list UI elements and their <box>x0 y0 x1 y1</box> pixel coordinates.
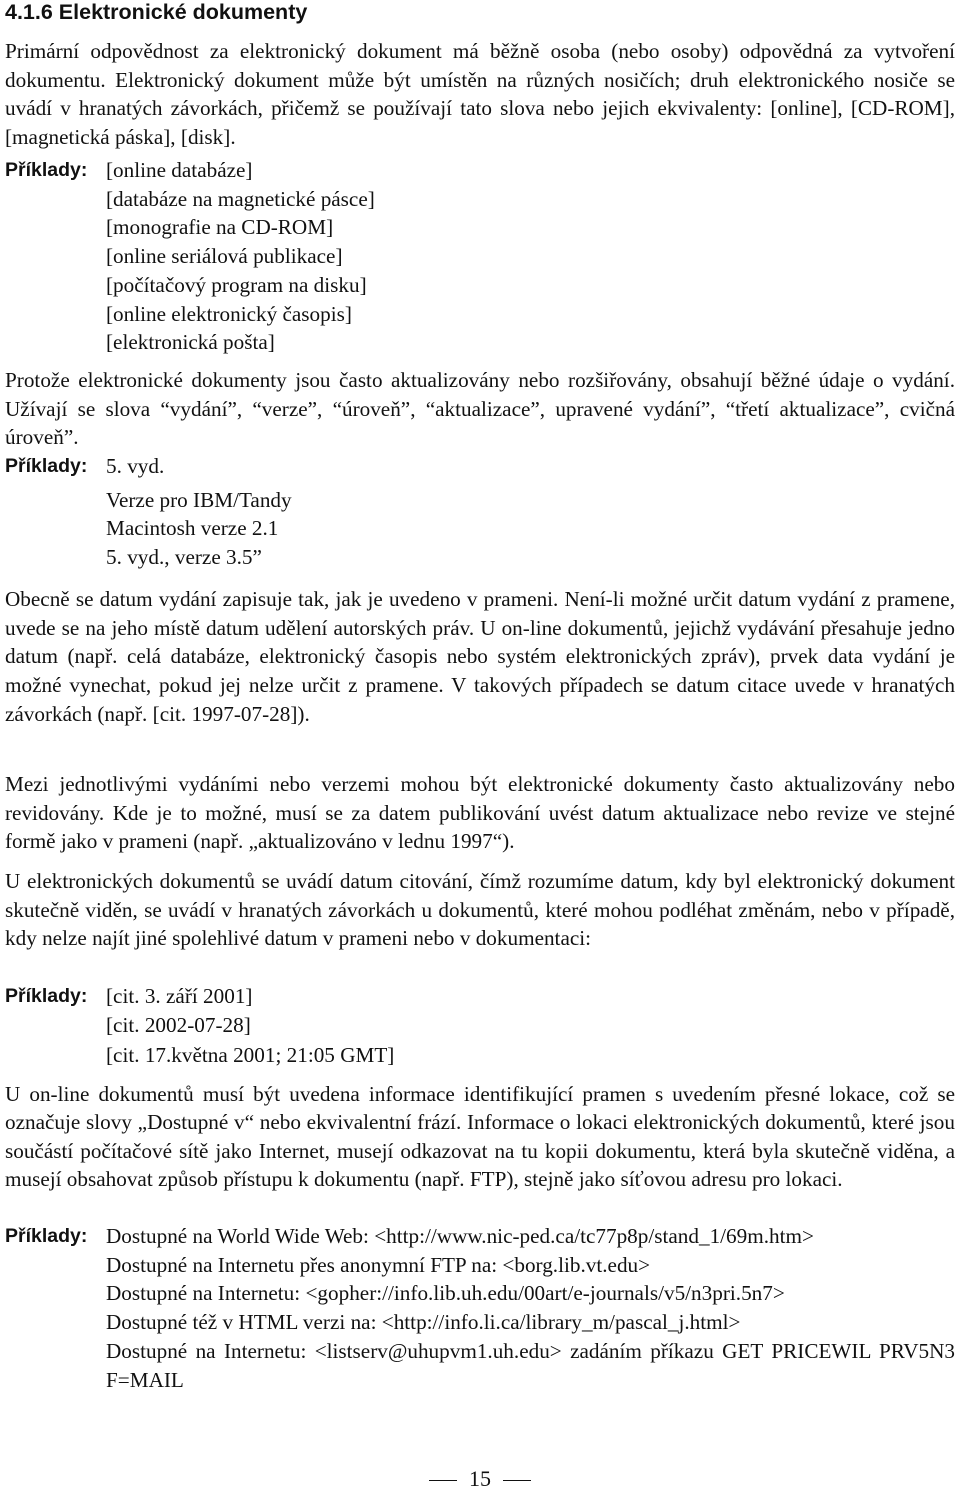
examples-carriers <box>5 156 955 357</box>
list-item: [počítačový program na disku] <box>106 272 367 297</box>
list-item: [cit. 2002-07-28] <box>106 1013 251 1038</box>
examples-locations <box>5 1222 955 1394</box>
divider <box>503 1480 531 1481</box>
list-item: Macintosh verze 2.1 <box>106 516 279 541</box>
examples-label: Příklady: <box>5 1225 88 1247</box>
examples-editions-list <box>106 452 955 572</box>
list-item: Dostupné na Internetu přes anonymní FTP na: <borg.lib.vt.edu> <box>106 1252 651 1277</box>
list-item: 5. vyd. <box>106 454 165 478</box>
list-item: [cit. 3. září 2001] <box>106 984 253 1008</box>
divider <box>429 1480 457 1481</box>
list-item: Dostupné na World Wide Web: <http://www.nic-ped.ca/tc77p8p/stand_1/69m.htm> <box>106 1224 814 1248</box>
paragraph-edition-info: Protože elektronické dokumenty jsou často aktualizovány nebo rozšiřovány, obsahují běžné údaje o vydání. Užívají se slova “vydání”, “verze”, “úroveň”, “aktualizace”, upravené vydání”, “třetí aktualizace”, cvičná úroveň”. <box>5 368 955 450</box>
paragraph-location: U on-line dokumentů musí být uvedena informace identifikující pramen s uvedením přesné lokace, což se označuje slovy „Dostupné v“ nebo ekvivalentní frází. Informace o lokaci elektronických dokumentů, které jsou součástí počítačové sítě jako Internet, musejí odkazovat na tu kopii dokumentu, která byla skutečně viděna, a musejí obsahovat způsob přístupu k dokumentu (např. FTP), stejně jako síťovou adresu pro lokaci. <box>5 1082 955 1191</box>
list-item: [online seriálová publikace] <box>106 244 343 269</box>
list-item: [online elektronický časopis] <box>106 301 352 326</box>
list-item: Dostupné na Internetu: <gopher://info.lib.uh.edu/00art/e-journals/v5/n3pri.5n7> <box>106 1281 785 1306</box>
examples-citations-list <box>106 982 955 1070</box>
list-item: Dostupné též v HTML verzi na: <http://info.li.ca/library_m/pascal_j.html> <box>106 1310 741 1335</box>
list-item: Dostupné na Internetu: <listserv@uhupvm1.uh.edu> zadáním příkazu GET PRICEWIL PRV5N3 F=MAIL <box>106 1338 955 1392</box>
section-heading: 4.1.6 Elektronické dokumenty <box>5 0 308 24</box>
list-item: [online databáze] <box>106 158 253 182</box>
paragraph-citation-date: U elektronických dokumentů se uvádí datum citování, čímž rozumíme datum, kdy byl elektronický dokument skutečně viděn, se uvádí v hranatých závorkách u dokumentů, které mohou podléhat změnám, nebo v případě, kdy nelze najít jiné spolehlivé datum v prameni nebo v dokumentaci: <box>5 869 955 951</box>
list-item: 5. vyd., verze 3.5” <box>106 545 262 570</box>
list-item: [cit. 17.května 2001; 21:05 GMT] <box>106 1042 395 1067</box>
examples-locations-list <box>106 1222 955 1394</box>
list-item: [elektronická pošta] <box>106 330 275 355</box>
examples-editions <box>5 452 955 572</box>
examples-label: Příklady: <box>5 455 88 477</box>
paragraph-publication-date: Obecně se datum vydání zapisuje tak, jak je uvedeno v prameni. Není-li možné určit datum vydání z pramene, uvede se na jeho místě datum udělení autorských práv. U on-line dokumentů, jejichž vydávání přesahuje jedno datum (např. celá databáze, elektronický časopis nebo systém elektronických zpráv), prvek data vydání je možné vynechat, pokud jej nelze určit z pramene. V takových případech se datum citace uvede v hranatých závorkách (např. [cit. 1997-07-28]). <box>5 587 955 726</box>
list-item: [databáze na magnetické pásce] <box>106 186 375 211</box>
paragraph-updates: Mezi jednotlivými vydáními nebo verzemi mohou být elektronické dokumenty často aktualizovány nebo revidovány. Kde je to možné, musí se za datem publikování uvést datum aktualizace nebo revize ve stejné formě jako v prameni (např. „aktualizováno v lednu 1997“). <box>5 772 955 854</box>
examples-label: Příklady: <box>5 985 88 1007</box>
paragraph-primary-responsibility: Primární odpovědnost za elektronický dokument má běžně osoba (nebo osoby) odpovědná za vytvoření dokumentu. Elektronický dokument může být umístěn na různých nosičích; druh elektronického nosiče se uvádí v hranatých závorkách, přičemž se používají tato slova nebo jejich ekvivalenty: [online], [CD-ROM], [magnetická páska], [disk]. <box>5 39 955 150</box>
examples-label: Příklady: <box>5 159 88 181</box>
list-item: Verze pro IBM/Tandy <box>106 487 292 512</box>
list-item: [monografie na CD-ROM] <box>106 215 334 240</box>
page-number: 15 <box>469 1466 491 1491</box>
examples-carriers-list <box>106 156 955 357</box>
examples-citations <box>5 982 955 1070</box>
